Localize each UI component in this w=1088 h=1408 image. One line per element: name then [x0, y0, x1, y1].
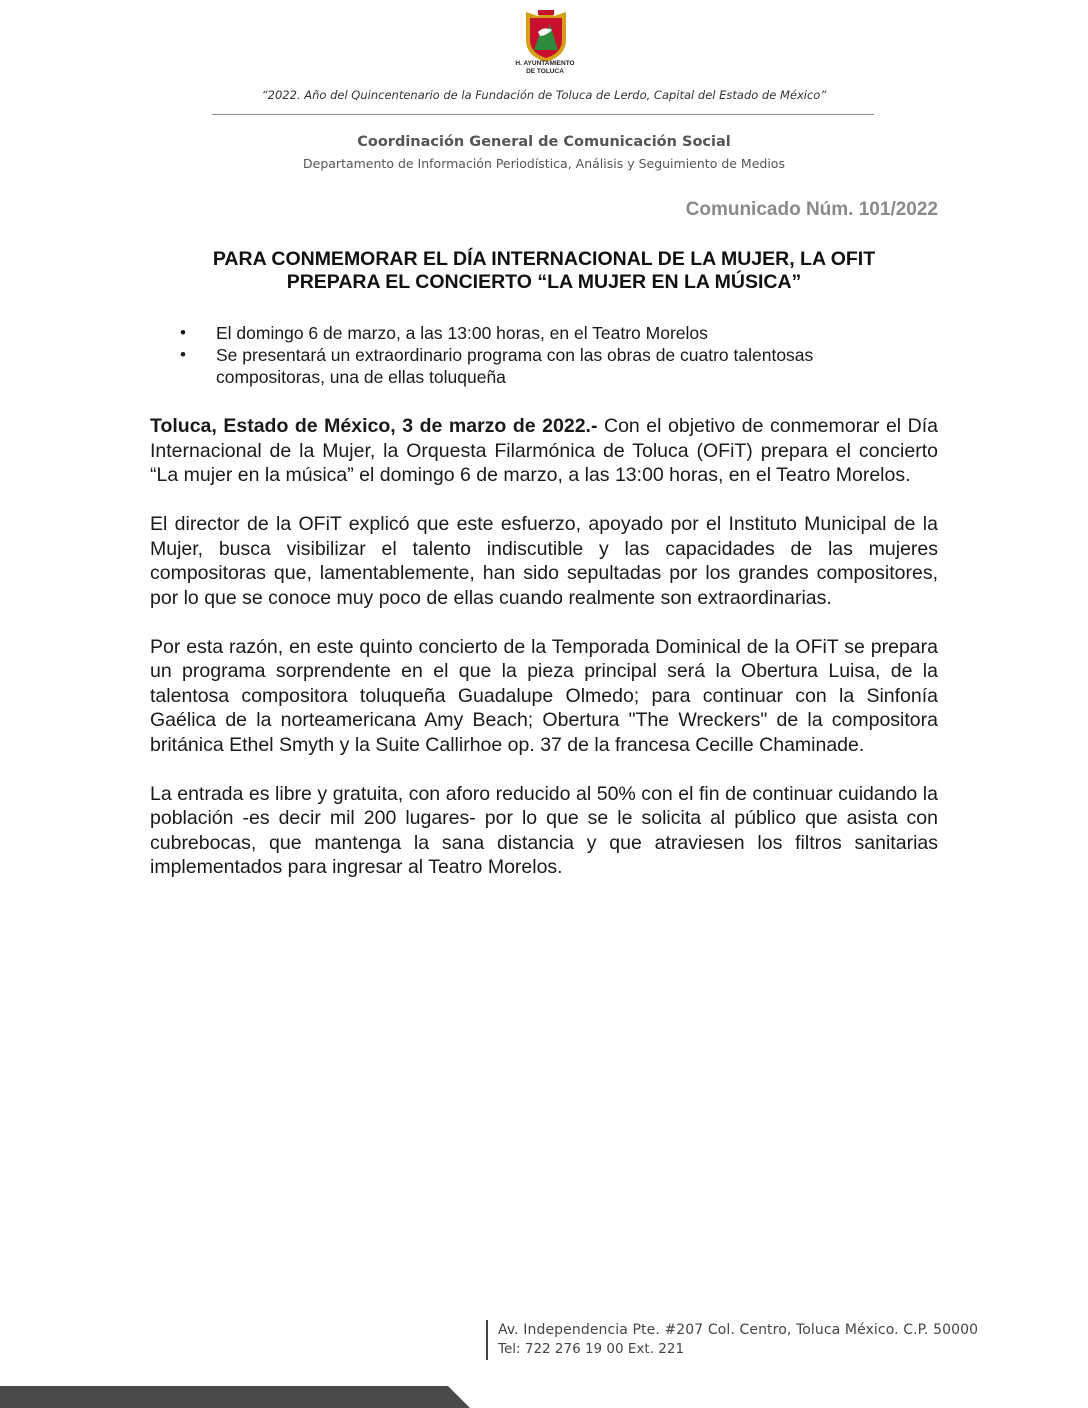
bullet-item	[150, 322, 940, 344]
crest-caption-line2: DE TOLUCA	[526, 68, 564, 75]
paragraph: La entrada es libre y gratuita, con aforo reducido al 50% con el fin de continuar cuidando la población -es decir mil 200 lugares- por lo que se le solicita al público que asista con cubrebocas, que mantenga la sana distancia y que atraviesen los filtros sanitarias implementados para ingresar al Teatro Morelos.	[150, 782, 938, 878]
headline-line1: PARA CONMEMORAR EL DÍA INTERNACIONAL DE LA MUJER, LA OFIT	[212, 248, 876, 270]
dateline: Toluca, Estado de México, 3 de marzo de 2022.-	[150, 415, 598, 437]
bullet-marker: •	[180, 345, 186, 364]
paragraph-lead	[150, 414, 938, 488]
header-divider	[212, 114, 874, 115]
footer-band-shape	[0, 1386, 470, 1408]
bullet-text: El domingo 6 de marzo, a las 13:00 horas, en el Teatro Morelos	[216, 323, 708, 343]
crest-graphic	[516, 6, 576, 66]
article-body	[150, 414, 938, 904]
department-subtitle: Departamento de Información Periodística, Análisis y Seguimiento de Medios	[303, 156, 785, 171]
crest-caption-line1: H. AYUNTAMIENTO	[515, 60, 575, 67]
footer-band	[0, 1386, 470, 1408]
paragraph-text: Con el objetivo de conmemorar el Día Internacional de la Mujer, la Orquesta Filarmónica de Toluca (OFiT) prepara el concierto “La mujer en la música” el domingo 6 de marzo, a las 13:00 horas, en el Teatro Morelos.	[150, 415, 939, 486]
headline	[150, 248, 938, 294]
bullet-marker: •	[180, 323, 186, 342]
summary-bullets	[150, 322, 940, 388]
bullet-text: Se presentará un extraordinario programa con las obras de cuatro talentosas	[216, 345, 814, 365]
bullet-item	[150, 344, 940, 388]
footer-address: Av. Independencia Pte. #207 Col. Centro, Toluca México. C.P. 50000	[498, 1322, 979, 1338]
paragraph: Por esta razón, en este quinto concierto de la Temporada Dominical de la OFiT se prepara un programa sorprendente en el que la pieza principal será la Obertura Luisa, de la talentosa compositora toluqueña Guadalupe Olmedo; para continuar con la Sinfonía Gaélica de la norteamericana Amy Beach; Obertura "The Wreckers" de la compositora británica Ethel Smyth y la Suite Callirhoe op. 37 de la francesa Cecille Chaminade.	[150, 635, 938, 756]
paragraph: El director de la OFiT explicó que este esfuerzo, apoyado por el Instituto Municipal de la Mujer, busca visibilizar el talento indiscutible y las capacidades de las mujeres compositoras que, lamentablemente, han sido sepultadas por los grandes compositores, por lo que se conoce muy poco de ellas cuando realmente son extraordinarias.	[150, 513, 938, 609]
footer-phone: Tel: 722 276 19 00 Ext. 221	[498, 1341, 685, 1357]
bullet-text-continued: compositoras, una de ellas toluqueña	[216, 367, 506, 387]
footer-vertical-rule	[486, 1320, 488, 1360]
headline-line2: PREPARA EL CONCIERTO “LA MUJER EN LA MÚSICA”	[286, 271, 802, 293]
crest-caption	[500, 60, 590, 76]
year-motto: “2022. Año del Quincentenario de la Fundación de Toluca de Lerdo, Capital del Estado de México”	[261, 88, 827, 102]
coordination-title: Coordinación General de Comunicación Social	[357, 134, 731, 150]
comunicado-number: Comunicado Núm. 101/2022	[685, 199, 938, 220]
